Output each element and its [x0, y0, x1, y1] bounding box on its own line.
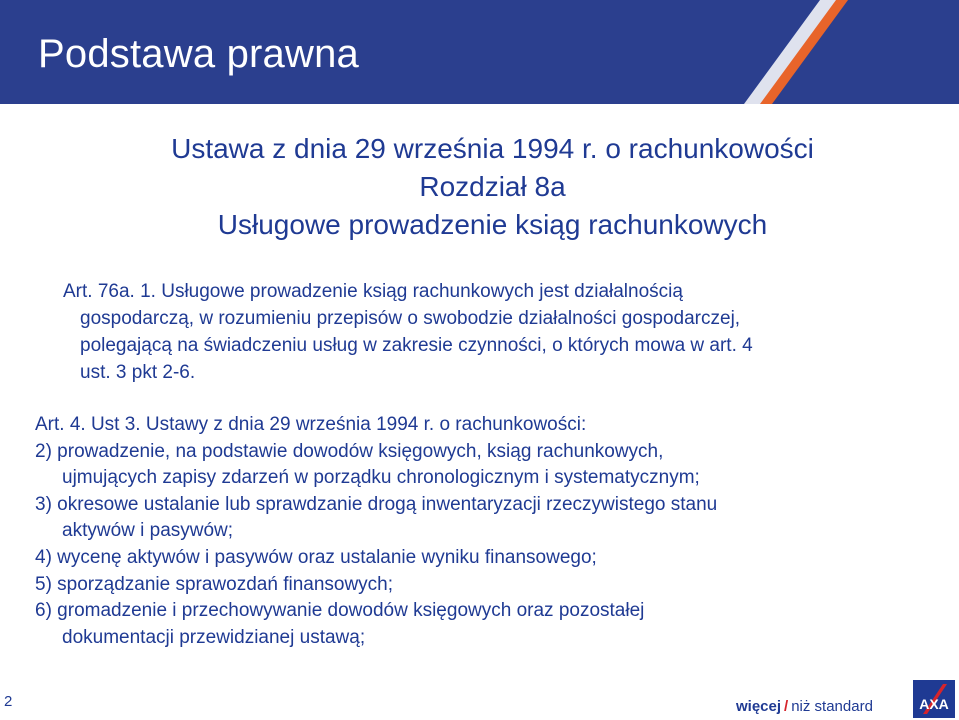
article-4-list: [35, 412, 935, 651]
act-heading-chapter: Rozdział 8a: [419, 171, 566, 202]
article-line: Art. 76a. 1. Usługowe prowadzenie ksiąg rachunkowych jest działalnością: [63, 281, 683, 302]
axa-logo-text: AXA: [919, 696, 949, 712]
slogan-rest-text: niż standard: [791, 698, 873, 715]
list-item: 2) prowadzenie, na podstawie dowodów księgowych, ksiąg rachunkowych,: [35, 440, 664, 462]
axa-logo-icon: [913, 680, 955, 718]
article-76a-paragraph: [63, 278, 883, 386]
list-item-continuation: ujmujących zapisy zdarzeń w porządku chronologicznym i systematycznym;: [62, 467, 700, 489]
article-line: polegającą na świadczeniu usług w zakresie czynności, o których mowa w art. 4: [80, 335, 753, 356]
list-item-continuation: dokumentacji przewidzianej ustawą;: [62, 626, 366, 648]
article-line: gospodarczą, w rozumieniu przepisów o swobodzie działalności gospodarczej,: [80, 308, 741, 329]
article-4-reference: Art. 4. Ust 3. Ustawy z dnia 29 września 1994 r. o rachunkowości:: [35, 414, 587, 435]
header-bar: [0, 0, 959, 104]
list-item: 5) sporządzanie sprawozdań finansowych;: [35, 573, 394, 595]
list-item: 3) okresowe ustalanie lub sprawdzanie drogą inwentaryzacji rzeczywistego stanu: [35, 493, 718, 515]
footer-slogan: [736, 698, 873, 715]
act-heading-subtitle: Usługowe prowadzenie ksiąg rachunkowych: [217, 209, 768, 240]
list-item: 6) gromadzenie i przechowywanie dowodów księgowych oraz pozostałej: [35, 600, 645, 622]
slide-title: Podstawa prawna: [38, 32, 359, 76]
slogan-bold-text: więcej: [736, 698, 782, 715]
list-item-continuation: aktywów i pasywów;: [62, 520, 234, 542]
slogan-separator: /: [784, 698, 789, 715]
act-heading: [0, 130, 959, 244]
page-number: 2: [4, 693, 13, 710]
act-heading-title: Ustawa z dnia 29 września 1994 r. o rachunkowości: [171, 133, 814, 164]
list-item: 4) wycenę aktywów i pasywów oraz ustalanie wyniku finansowego;: [35, 546, 597, 568]
article-line: ust. 3 pkt 2-6.: [80, 362, 196, 383]
